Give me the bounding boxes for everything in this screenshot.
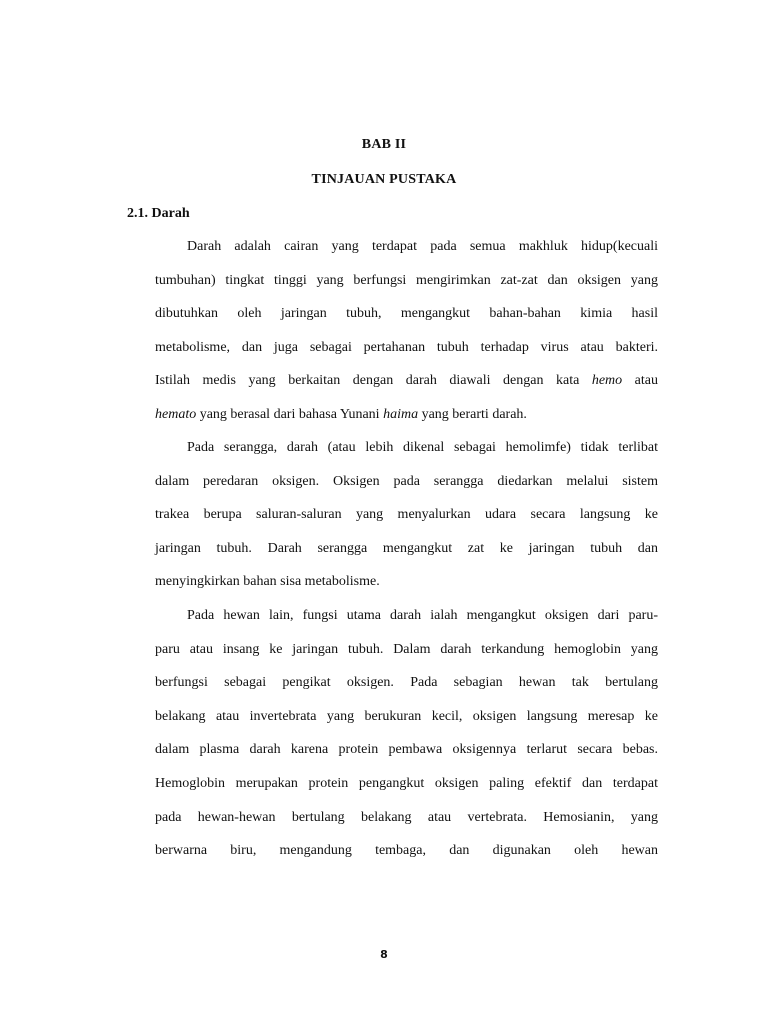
text-line: jaringan tubuh. Darah serangga mengangkut zat ke jaringan tubuh dan xyxy=(155,540,658,556)
chapter-label: BAB II xyxy=(361,137,407,152)
text-line: tumbuhan) tingkat tinggi yang berfungsi mengirimkan zat-zat dan oksigen yang xyxy=(155,272,658,288)
text-line: dibutuhkan oleh jaringan tubuh, mengangkut bahan-bahan kimia hasil xyxy=(155,306,658,322)
text-span: yang berarti darah. xyxy=(418,406,527,422)
text-line: dalam peredaran oksigen. Oksigen pada serangga diedarkan melalui sistem xyxy=(155,473,658,489)
chapter-title: TINJAUAN PUSTAKA xyxy=(311,172,457,187)
text-line: belakang atau invertebrata yang berukuran kecil, oksigen langsung meresap ke xyxy=(155,708,658,724)
text-line: Pada hewan lain, fungsi utama darah ialah mengangkut oksigen dari paru- xyxy=(187,608,658,623)
italic-term-hemato: hemato xyxy=(155,406,197,422)
text-line: trakea berupa saluran-saluran yang menyalurkan udara secara langsung ke xyxy=(155,507,658,523)
text-line xyxy=(155,364,658,398)
text-line: pada hewan-hewan bertulang belakang atau vertebrata. Hemosianin, yang xyxy=(155,809,658,825)
text-line: Darah adalah cairan yang terdapat pada semua makhluk hidup(kecuali xyxy=(187,239,658,254)
text-line: metabolisme, dan juga sebagai pertahanan tubuh terhadap virus atau bakteri. xyxy=(155,339,658,355)
text-line: Hemoglobin merupakan protein pengangkut oksigen paling efektif dan terdapat xyxy=(155,775,658,791)
paragraph-darah-definition xyxy=(155,230,658,432)
page-number: 8 xyxy=(380,948,388,961)
paragraph-serangga xyxy=(155,431,658,599)
paragraph-hewan-lain xyxy=(155,599,658,868)
text-line: dalam plasma darah karena protein pembawa oksigennya terlarut secara bebas. xyxy=(155,742,658,758)
text-line xyxy=(155,398,658,432)
text-span: Istilah medis yang berkaitan dengan darah diawali dengan kata xyxy=(155,373,592,389)
text-span: yang berasal dari bahasa Yunani xyxy=(196,406,384,422)
text-line: berfungsi sebagai pengikat oksigen. Pada sebagian hewan tak bertulang xyxy=(155,675,658,691)
text-line: berwarna biru, mengandung tembaga, dan digunakan oleh hewan xyxy=(155,843,658,859)
italic-term-hemo: hemo xyxy=(591,373,623,389)
section-heading: 2.1. Darah xyxy=(127,206,190,221)
text-line: menyingkirkan bahan sisa metabolisme. xyxy=(155,574,380,590)
text-span: atau xyxy=(622,373,658,389)
text-line: Pada serangga, darah (atau lebih dikenal sebagai hemolimfe) tidak terlibat xyxy=(187,440,658,455)
italic-term-haima: haima xyxy=(383,406,419,422)
text-line: paru atau insang ke jaringan tubuh. Dalam darah terkandung hemoglobin yang xyxy=(155,641,658,657)
